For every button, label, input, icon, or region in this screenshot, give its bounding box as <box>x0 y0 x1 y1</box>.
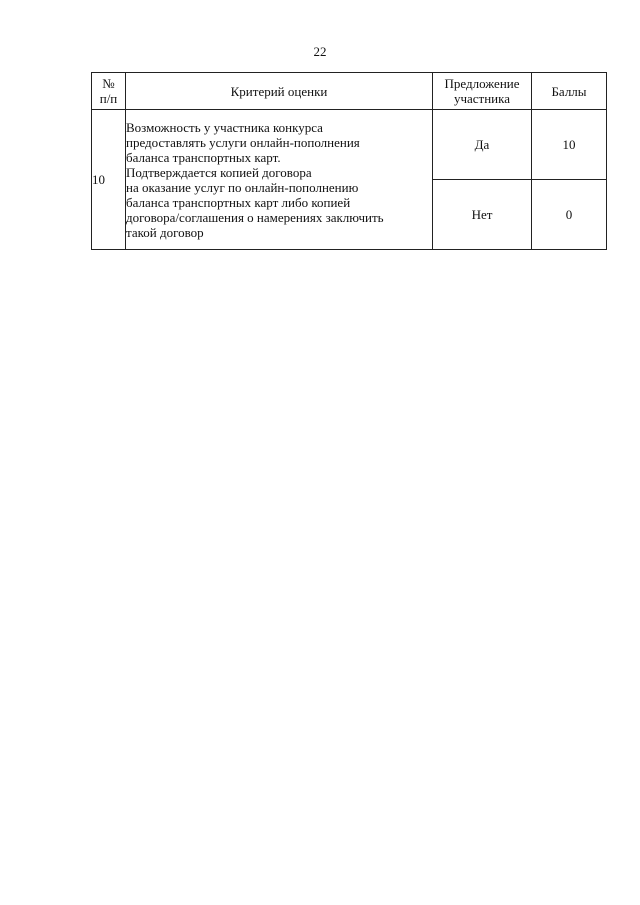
criterion-line: договора/соглашения о намерениях заключить <box>126 209 384 225</box>
criterion-line: предоставлять услуги онлайн-пополнения <box>126 134 360 150</box>
criterion-line: баланса транспортных карт либо копией <box>126 194 351 210</box>
proposal-no: Нет <box>433 180 532 250</box>
criterion-line: баланса транспортных карт. <box>126 149 281 165</box>
header-proposal-line-2: участника <box>453 91 511 106</box>
score-yes: 10 <box>532 110 607 180</box>
row-number: 10 <box>92 110 126 250</box>
proposal-yes: Да <box>433 110 532 180</box>
score-no: 0 <box>532 180 607 250</box>
criterion-line: Подтверждается копией договора <box>126 164 312 180</box>
table-row <box>92 110 607 180</box>
criterion-line: такой договор <box>126 224 204 240</box>
criterion-line: на оказание услуг по онлайн-пополнению <box>126 179 359 195</box>
header-number <box>92 73 126 110</box>
table-header-row <box>92 73 607 110</box>
header-number-line-1: № <box>102 76 115 91</box>
evaluation-criteria-table <box>91 72 607 250</box>
header-proposal <box>433 73 532 110</box>
header-criterion: Критерий оценки <box>126 73 433 110</box>
header-score: Баллы <box>532 73 607 110</box>
header-number-line-2: п/п <box>99 91 118 106</box>
criterion-description <box>126 110 433 250</box>
criterion-line: Возможность у участника конкурса <box>126 119 323 135</box>
page-number: 22 <box>313 44 327 59</box>
header-proposal-line-1: Предложение <box>444 76 520 91</box>
